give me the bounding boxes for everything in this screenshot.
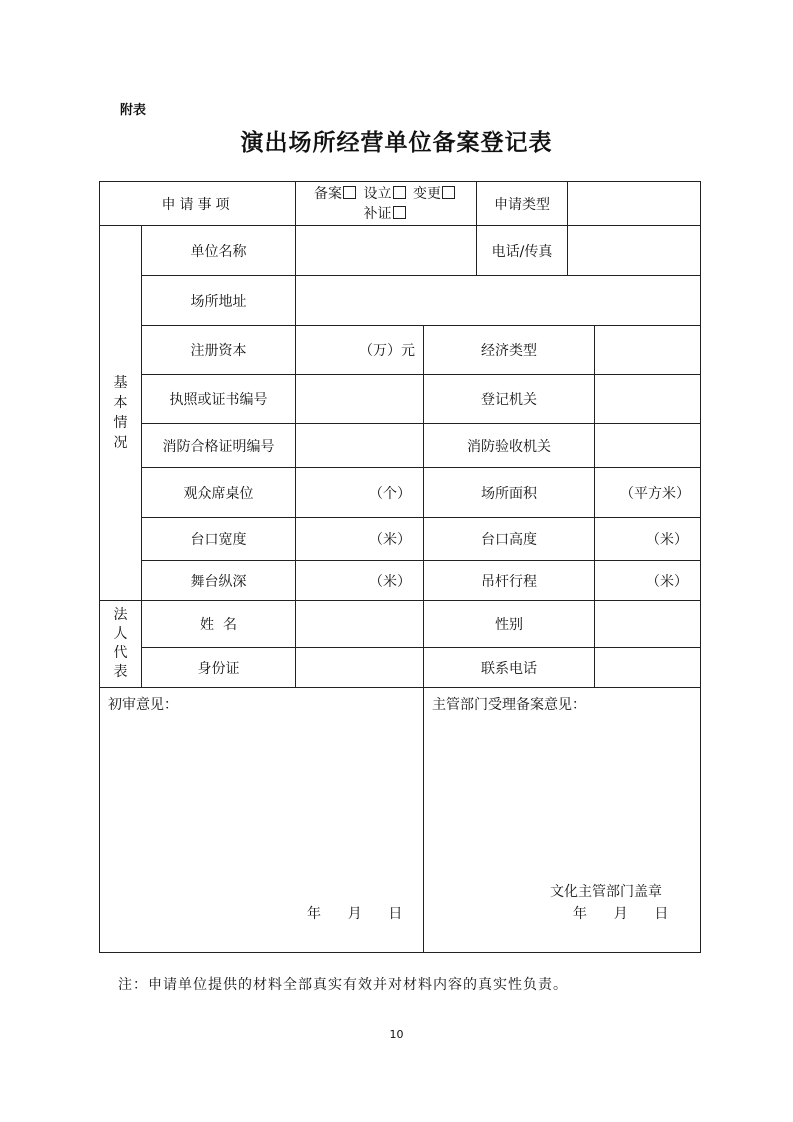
authority-opinion-label: 主管部门受理备案意见： (432, 697, 586, 713)
registered-capital-field[interactable] (295, 325, 424, 375)
audience-seats-field[interactable] (295, 467, 424, 518)
fire-inspection-authority-field[interactable] (594, 423, 701, 468)
option-establish[interactable]: 设立 (364, 186, 409, 202)
id-card-label: 身份证 (141, 647, 296, 688)
economic-type-field[interactable] (594, 325, 701, 375)
stage-depth-unit: （米） (369, 573, 411, 590)
legal-name-field[interactable] (295, 600, 424, 648)
license-number-label: 执照或证书编号 (141, 374, 296, 424)
legal-name-label: 姓 名 (141, 600, 296, 648)
authority-opinion-date: 年 月 日 (573, 906, 669, 922)
audience-seats-label: 观众席桌位 (141, 467, 296, 518)
form-title: 演出场所经营单位备案登记表 (240, 130, 553, 156)
seats-unit: （个） (369, 485, 411, 502)
stage-width-field[interactable] (295, 517, 424, 561)
checkbox-establish[interactable] (393, 186, 406, 199)
phone-fax-label: 电话/传真 (476, 225, 568, 276)
registration-authority-label: 登记机关 (423, 374, 595, 424)
initial-review-label: 初审意见： (108, 697, 178, 713)
registered-capital-label: 注册资本 (141, 325, 296, 375)
checkbox-filing[interactable] (343, 186, 356, 199)
stage-height-label: 台口高度 (423, 517, 595, 561)
option-change[interactable]: 变更 (413, 186, 458, 202)
registration-authority-field[interactable] (594, 374, 701, 424)
application-type-field[interactable] (567, 181, 701, 226)
checkbox-change[interactable] (442, 186, 455, 199)
venue-area-label: 场所面积 (423, 467, 595, 518)
area-unit: （平方米） (620, 485, 690, 502)
economic-type-label: 经济类型 (423, 325, 595, 375)
legal-rep-section-label: 法 人 代 表 (99, 600, 142, 688)
stage-depth-label: 舞台纵深 (141, 560, 296, 601)
venue-address-label: 场所地址 (141, 275, 296, 326)
stage-width-label: 台口宽度 (141, 517, 296, 561)
venue-area-field[interactable] (594, 467, 701, 518)
contact-phone-field[interactable] (594, 647, 701, 688)
stage-depth-field[interactable] (295, 560, 424, 601)
basic-info-section-label: 基 本 情 况 (99, 225, 142, 601)
application-item-label: 申请事项 (99, 181, 296, 226)
stage-height-field[interactable] (594, 517, 701, 561)
fire-cert-number-label: 消防合格证明编号 (141, 423, 296, 468)
gender-label: 性别 (423, 600, 595, 648)
option-filing[interactable]: 备案 (314, 186, 359, 202)
stage-height-unit: （米） (646, 532, 688, 548)
stage-width-unit: （米） (369, 532, 411, 548)
page-number: 10 (389, 1028, 404, 1041)
fly-travel-field[interactable] (594, 560, 701, 601)
checkbox-reissue[interactable] (393, 206, 406, 219)
venue-address-field[interactable] (295, 275, 701, 326)
attachment-label: 附表 (120, 103, 147, 118)
application-type-label: 申请类型 (476, 181, 568, 226)
unit-name-label: 单位名称 (141, 225, 296, 276)
fire-cert-number-field[interactable] (295, 423, 424, 468)
option-reissue[interactable]: 补证 (364, 206, 409, 222)
gender-field[interactable] (594, 600, 701, 648)
fly-travel-unit: （米） (646, 573, 688, 590)
application-options (295, 181, 477, 226)
footer-note: 注：申请单位提供的材料全部真实有效并对材料内容的真实性负责。 (118, 977, 568, 993)
capital-unit: （万）元 (359, 343, 415, 359)
id-card-field[interactable] (295, 647, 424, 688)
unit-name-field[interactable] (295, 225, 477, 276)
authority-seal-label: 文化主管部门盖章 (550, 884, 662, 900)
registration-form-table (99, 181, 701, 953)
contact-phone-label: 联系电话 (423, 647, 595, 688)
phone-fax-field[interactable] (567, 225, 701, 276)
initial-review-date: 年 月 日 (307, 906, 403, 922)
fly-travel-label: 吊杆行程 (423, 560, 595, 601)
license-number-field[interactable] (295, 374, 424, 424)
fire-inspection-authority-label: 消防验收机关 (423, 423, 595, 468)
